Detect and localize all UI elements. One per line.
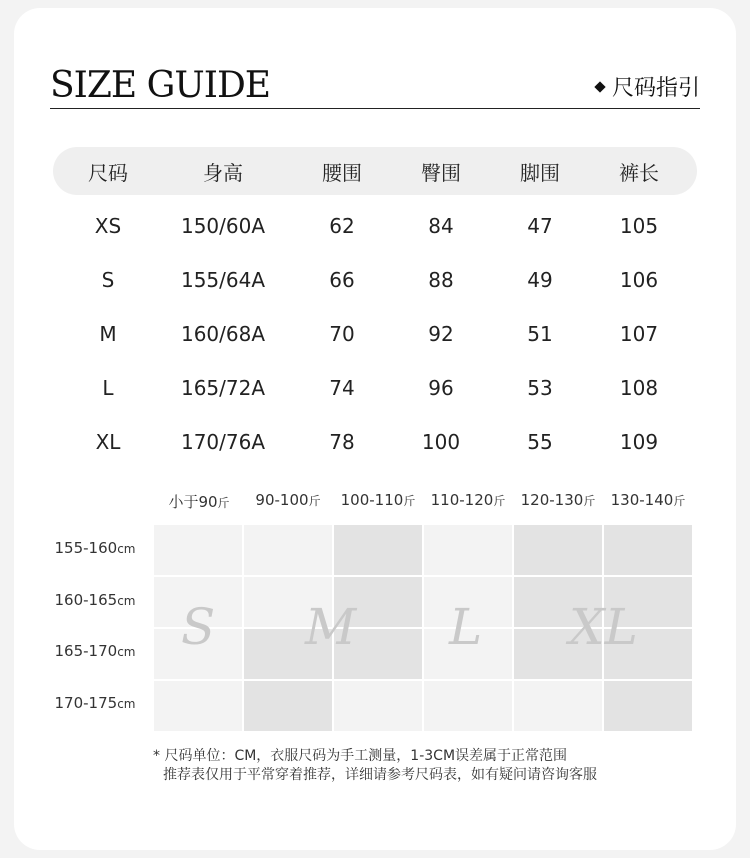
weight-header-unit: 斤	[403, 494, 416, 508]
table-cell: 49	[527, 268, 553, 292]
weight-header	[423, 491, 513, 509]
weight-header-unit: 斤	[217, 496, 230, 510]
table-row	[53, 307, 697, 361]
height-header	[40, 539, 150, 557]
grid-cell	[514, 681, 602, 731]
size-label-s: S	[181, 598, 216, 656]
grid-cell	[424, 525, 512, 575]
weight-header-unit: 斤	[583, 494, 596, 508]
height-header	[40, 694, 150, 712]
table-cell: 108	[619, 376, 659, 400]
table-cell: 170/76A	[180, 430, 266, 454]
table-cell: 66	[329, 268, 355, 292]
table-cell: M	[99, 322, 117, 346]
height-header-value: 165-170	[54, 642, 118, 660]
height-header-value: 155-160	[54, 539, 118, 557]
column-header-height: 身高	[203, 160, 243, 185]
weight-header-value: 100-110	[340, 491, 404, 509]
table-row	[53, 253, 697, 307]
table-cell: 100	[421, 430, 461, 454]
size-table-header	[53, 147, 697, 195]
size-label-l: L	[449, 598, 483, 656]
table-cell: 53	[527, 376, 553, 400]
weight-header	[333, 491, 423, 509]
table-cell: 155/64A	[180, 268, 266, 292]
grid-cell	[244, 525, 332, 575]
table-cell: 88	[428, 268, 454, 292]
page-title: SIZE GUIDE	[50, 65, 271, 106]
weight-header-value: 90-100	[255, 491, 309, 509]
table-cell: 70	[329, 322, 355, 346]
table-cell: 105	[619, 214, 659, 238]
table-cell: 106	[619, 268, 659, 292]
table-row	[53, 361, 697, 415]
column-header-hip: 臀围	[421, 160, 461, 185]
grid-cell	[604, 525, 692, 575]
height-header-unit: cm	[117, 594, 136, 608]
table-cell: 109	[619, 430, 659, 454]
table-cell: 62	[329, 214, 355, 238]
grid-cell	[604, 681, 692, 731]
table-cell: 165/72A	[180, 376, 266, 400]
column-header-waist: 腰围	[322, 160, 362, 185]
height-header	[40, 642, 150, 660]
grid-cell	[244, 681, 332, 731]
height-header-value: 160-165	[54, 591, 118, 609]
weight-header	[513, 491, 603, 509]
diamond-bullet-icon	[594, 81, 605, 92]
weight-header-value: 130-140	[610, 491, 674, 509]
size-note-line-2: 推荐表仅用于平常穿着推荐，详细请参考尺码表，如有疑问请咨询客服	[163, 767, 597, 783]
table-cell: XL	[95, 430, 121, 454]
height-header-unit: cm	[117, 542, 136, 556]
grid-cell	[334, 681, 422, 731]
table-cell: 107	[619, 322, 659, 346]
weight-header	[154, 491, 244, 512]
weight-header-unit: 斤	[673, 494, 686, 508]
weight-header	[243, 491, 333, 509]
weight-header	[603, 491, 693, 509]
size-table-body	[53, 195, 697, 469]
grid-cell	[154, 681, 242, 731]
height-header-unit: cm	[117, 645, 136, 659]
table-row	[53, 199, 697, 253]
column-header-length: 裤长	[619, 160, 659, 185]
table-cell: 74	[329, 376, 355, 400]
title-divider	[50, 108, 700, 109]
column-header-ankle: 脚围	[520, 160, 560, 185]
size-label-xl: XL	[569, 598, 638, 656]
subtitle-text: 尺码指引	[611, 76, 700, 101]
table-cell: 96	[428, 376, 454, 400]
table-cell: S	[101, 268, 115, 292]
weight-header-value: 小于90	[168, 493, 218, 511]
table-cell: 160/68A	[180, 322, 266, 346]
size-label-m: M	[305, 598, 357, 656]
table-cell: 51	[527, 322, 553, 346]
table-cell: L	[102, 376, 114, 400]
grid-cell	[334, 525, 422, 575]
weight-header-value: 110-120	[430, 491, 494, 509]
table-cell: 47	[527, 214, 553, 238]
table-cell: 92	[428, 322, 454, 346]
weight-header-unit: 斤	[493, 494, 506, 508]
weight-header-value: 120-130	[520, 491, 584, 509]
grid-cell	[514, 525, 602, 575]
table-cell: 84	[428, 214, 454, 238]
table-cell: XS	[94, 214, 122, 238]
table-row	[53, 415, 697, 469]
grid-cell	[154, 525, 242, 575]
page-subtitle	[596, 74, 700, 104]
height-header-value: 170-175	[54, 694, 118, 712]
size-note-line-1: * 尺码单位：CM，衣服尺码为手工测量，1-3CM误差属于正常范围	[153, 748, 568, 764]
height-header-unit: cm	[117, 697, 136, 711]
size-table	[53, 147, 697, 469]
table-cell: 150/60A	[180, 214, 266, 238]
table-cell: 78	[329, 430, 355, 454]
grid-cell	[424, 681, 512, 731]
table-cell: 55	[527, 430, 553, 454]
weight-header-unit: 斤	[308, 494, 321, 508]
column-header-size: 尺码	[88, 160, 128, 185]
height-header	[40, 591, 150, 609]
